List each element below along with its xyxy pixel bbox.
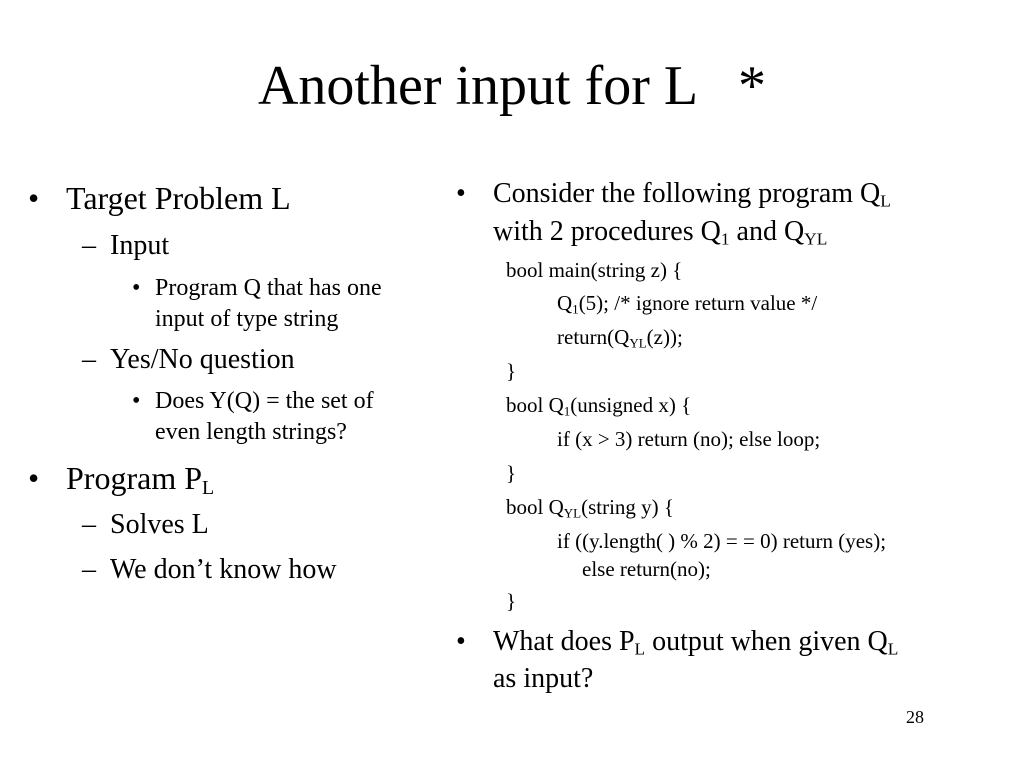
code-line: $Q_1(5)$; /* ignore return value */ [557, 291, 818, 317]
slide-title: Another input for L * [257, 55, 767, 117]
sub-bullet-input [82, 230, 170, 261]
sub-bullet-yes-no [82, 344, 295, 375]
item-line-2: even length strings? [155, 419, 347, 445]
code-line: if ((y.length( ) % 2) = = 0) return (yes); [557, 529, 887, 553]
bullet-line-1: Consider the following program $Q_L$ [493, 178, 891, 211]
sub-bullet-text: We don’t know how [110, 554, 337, 585]
bullet-text: Target Problem L [66, 180, 291, 216]
code-line: bool $Q_1(unsigned$ x) { [506, 393, 692, 419]
dash-marker: – [82, 509, 96, 540]
bullet-marker: • [28, 460, 40, 496]
item-line-2: input of type string [155, 306, 339, 332]
page-number: 28 [906, 707, 924, 727]
bullet-marker: • [456, 626, 466, 657]
bullet-marker: • [28, 180, 40, 216]
dash-marker: – [82, 554, 96, 585]
item-program-q [132, 275, 382, 332]
code-line: bool $Q_{YL}(string$ y) { [506, 495, 675, 521]
item-line-1: Does Y(Q) = the set of [155, 388, 374, 414]
code-line: } [506, 359, 517, 383]
code-line: $return(Q_{YL}(z))$; [557, 325, 683, 351]
code-line: if (x > 3) return (no); else loop; [557, 427, 821, 451]
code-line: else return(no); [582, 557, 711, 581]
bullet-consider [456, 178, 891, 249]
code-line: bool main(string z) { [506, 258, 683, 282]
bullet-marker: • [132, 388, 141, 414]
bullet-marker: • [132, 275, 141, 301]
sub-bullet-solves [82, 509, 209, 540]
code-line: } [506, 589, 517, 613]
sub-bullet-text: Input [110, 230, 170, 261]
bullet-program-pl [28, 460, 215, 499]
sub-bullet-text: Yes/No question [110, 344, 295, 375]
bullet-line-2: with 2 procedures $Q_1$ and $Q_{YL}$ [493, 216, 828, 249]
item-does-yq [132, 388, 374, 445]
bullet-line-1: What does $P_L$ output when given $Q_L$ [493, 626, 899, 659]
bullet-target-problem [28, 180, 291, 216]
bullet-text: Program $P_L$ [66, 460, 215, 499]
item-line-1: Program Q that has one [155, 275, 382, 301]
dash-marker: – [82, 344, 96, 375]
sub-bullet-dont-know [82, 554, 337, 585]
dash-marker: – [82, 230, 96, 261]
bullet-what-does [456, 626, 899, 694]
bullet-line-2: as input? [493, 663, 594, 694]
bullet-marker: • [456, 178, 466, 209]
code-line: } [506, 461, 517, 485]
sub-bullet-text: Solves L [110, 509, 209, 540]
